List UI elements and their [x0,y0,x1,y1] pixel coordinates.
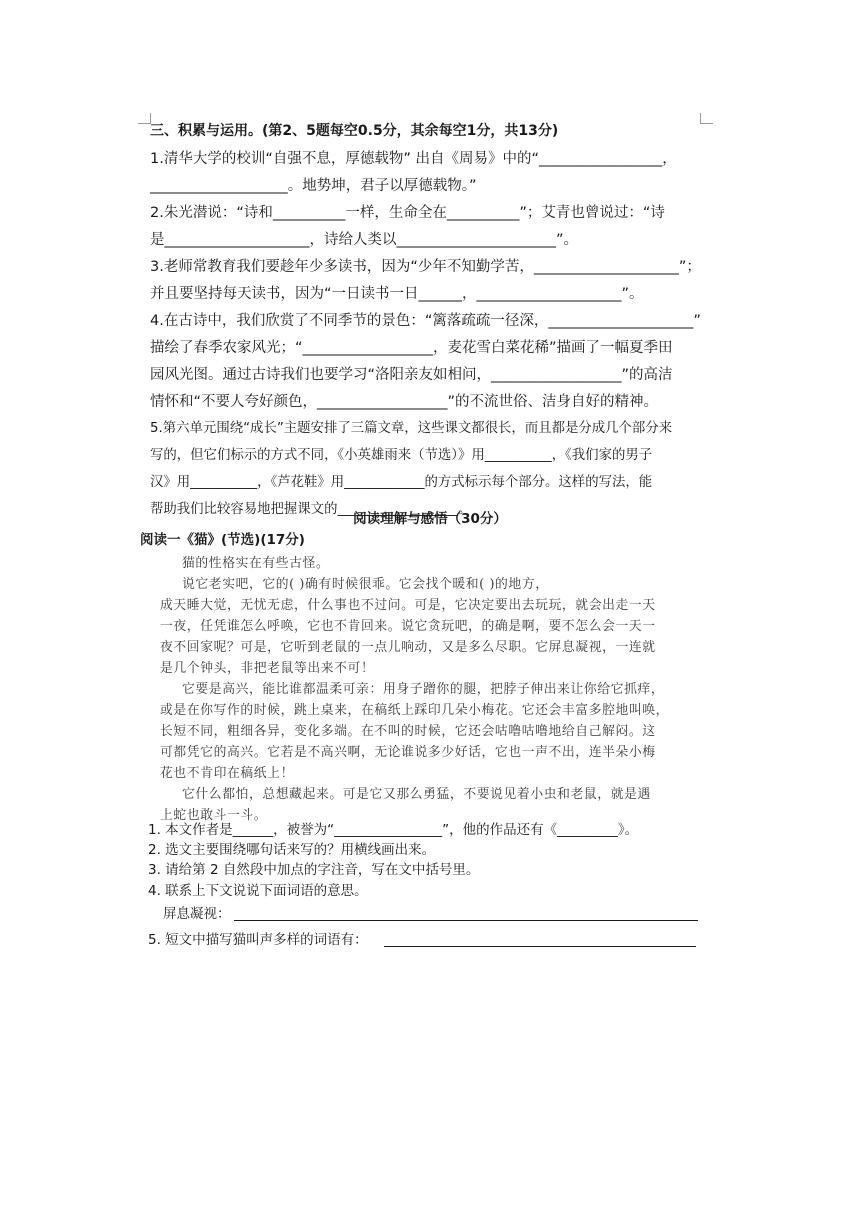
reading-question: 3. 请给第 2 自然段中加点的字注音，写在文中括号里。 [148,862,480,878]
question-line: 2.朱光潜说：“诗和__________一样，生命全在__________”；艾青也曾说过：“诗 [150,205,665,221]
answer-line [234,920,698,921]
reading-question-term: 屏息凝视： [163,906,231,922]
question-line: 帮助我们比较容易地把握课文的__________________。 [150,502,472,517]
passage-line: 说它老实吧，它的( )确有时候很乖。它会找个暖和( )的地方， [182,577,549,592]
question-line: 4.在古诗中，我们欣赏了不同季节的景色：“篱落疏疏一径深，____________________” [150,313,701,329]
passage-line: 它要是高兴，能比谁都温柔可亲：用身子蹭你的腿，把脖子伸出来让你给它抓痒， [182,682,665,697]
passage-line: 猫的性格实在有些古怪。 [182,556,330,571]
question-line: 1.清华大学的校训“自强不息，厚德载物” 出自《周易》中的“_________________， [150,151,677,167]
reading-title: 阅读一《猫》(节选)(17分) [140,532,305,548]
passage-line: 是几个钟头，非把老鼠等出来不可！ [160,661,375,676]
passage-line: 或是在你写作的时候，跳上桌来，在稿纸上踩印几朵小梅花。它还会丰富多腔地叫唤， [160,703,670,718]
question-line: 5.第六单元围绕“成长”主题安排了三篇文章，这些课文都很长，而且都是分成几个部分来 [150,421,673,436]
question-line: 是____________________，诗给人类以______________________”。 [150,232,579,248]
passage-line: 花也不肯印在稿纸上！ [160,766,294,781]
page-corner-mark [700,113,713,124]
question-line: 情怀和“不要人夸好颜色，__________________”的不流世俗、洁身自好的精神。 [150,394,659,410]
question-line: 汉》用__________，《芦花鞋》用____________的方式标示每个部分。这样的写法，能 [150,475,653,490]
question-line: 园风光图。通过古诗我们也要学习“洛阳亲友如相问，__________________”的高洁 [150,367,673,383]
question-line: 3.老师常教育我们要趁年少多读书，因为“少年不知勤学苦，____________________”； [150,259,701,275]
question-line: 并且要坚持每天读书，因为“一日读书一日______，____________________”。 [150,286,644,302]
passage-line: 夜不回家呢？可是，它听到老鼠的一点儿响动，又是多么尽职。它屏息凝视，一连就 [160,640,656,655]
reading-question: 1. 本文作者是______，被誉为“________________”，他的作品还有《_________》。 [148,822,639,838]
passage-line: 上蛇也敢斗一斗。 [160,808,268,823]
passage-line: 长短不同，粗细各异，变化多端。在不叫的时候，它还会咕噜咕噜地给自己解闷。这 [160,724,656,739]
section-heading: 三、积累与运用。(第2、5题每空0.5分，其余每空1分，共13分) [150,123,559,139]
reading-section-title: 阅读理解与感悟（30分） [353,511,507,527]
passage-line: 它什么都怕，总想藏起来。可是它又那么勇猛，不要说见着小虫和老鼠，就是遇 [182,787,651,802]
reading-question: 2. 选文主要围绕哪句话来写的？用横线画出来。 [148,842,436,858]
passage-line: 一夜，任凭谁怎么呼唤，它也不肯回来。说它贪玩吧，的确是啊，要不怎么会一天一 [160,619,656,634]
answer-line [384,946,696,947]
question-line: ___________________。地势坤，君子以厚德载物。” [150,178,477,194]
reading-question: 4. 联系上下文说说下面词语的意思。 [148,883,368,899]
reading-question: 5. 短文中描写猫叫声多样的词语有： [148,932,368,948]
passage-line: 可都凭它的高兴。它若是不高兴啊，无论谁说多少好话，它也一声不出，连半朵小梅 [160,745,656,760]
question-line: 写的，但它们标示的方式不同，《小英雄雨来（节选）》用__________，《我们家的男子 [150,448,653,463]
question-line: 描绘了春季农家风光；“__________________，麦花雪白菜花稀”描画了一幅夏季田 [150,340,673,356]
passage-line: 成天睡大觉，无忧无虑，什么事也不过问。可是，它决定要出去玩玩，就会出走一天 [160,598,656,613]
